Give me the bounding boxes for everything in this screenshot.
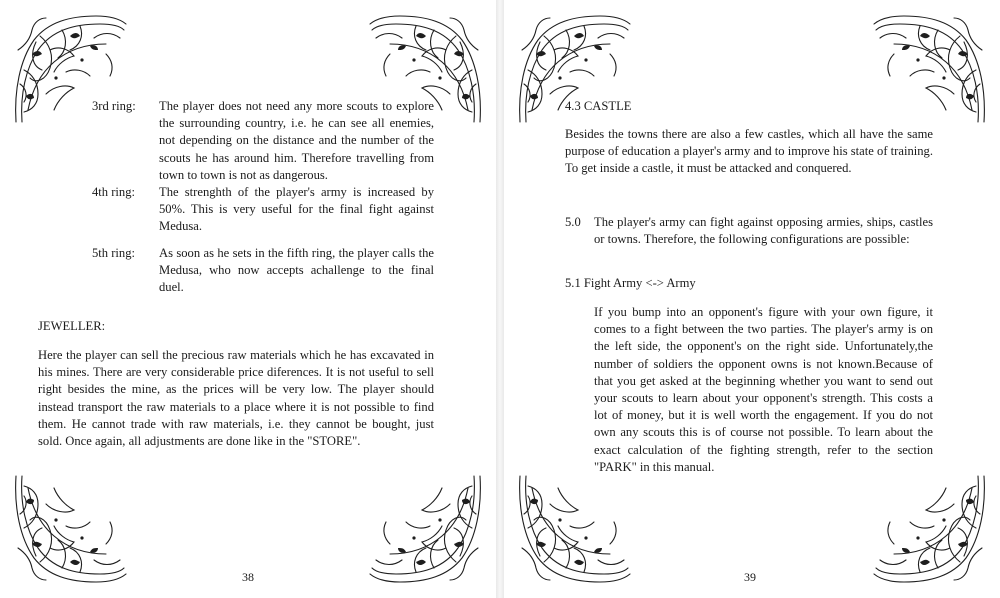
section-5-1-paragraph: If you bump into an opponent's figure with your own figure, it comes to a fight between the two parties. The player's army is on the left side, the opponent's on the right side. Unfortunately,the number of soldiers the opponent owns is not known.Because of that you get asked at the beginning whether you want to send out your scouts to learn about your opponent's strength. This costs a lot of money, but it is well worth the engagement. If you do not own any scouts this is of course not possible. To learn about the exact calculation of the fighting strength, refer to the section "PARK" in this manual. [594,305,933,474]
page-number: 39 [744,570,756,584]
section-5-1-heading: 5.1 Fight Army <-> Army [565,276,696,290]
ornamental-corner-icon [514,470,632,588]
castle-heading: 4.3 CASTLE [565,99,632,113]
ring-label: 5th ring: [92,246,136,260]
castle-paragraph: Besides the towns there are also a few castles, which all have the same purpose of education a player's army and to improve his state of training. To get inside a castle, it must be attacked and conquered. [565,127,933,176]
page-number: 38 [242,570,254,584]
section-5-0-number: 5.0 [565,215,581,229]
ring-description: As soon as he sets in the fifth ring, the player calls the Medusa, who now accepts achallenge to the final duel. [159,246,434,295]
ring-description: The player does not need any more scouts to explore the surrounding country, i.e. he can see all enemies, not depending on the distance and the number of the scouts he has around him. Therefore travelling from town to town is not as dangerous. [159,99,434,182]
jeweller-heading: JEWELLER: [38,319,106,333]
ring-description: The strenghth of the player's army is increased by 50%. This is very useful for the final fight against Medusa. [159,185,434,234]
ring-label: 3rd ring: [92,99,136,113]
ornamental-corner-icon [368,470,486,588]
jeweller-paragraph: Here the player can sell the precious raw materials which he has excavated in his mines. There are very considerable price diferences. It is not useful to sell right besides the mine, as the prices will be very low. The player should instead transport the raw materials to a place where it is not possible to find them. He cannot trade with raw materials, i.e. they cannot be bought, just sold. Once again, all adjustments are done like in the "STORE". [38,348,434,449]
left-page [0,0,496,598]
section-5-0-paragraph: The player's army can fight against opposing armies, ships, castles or towns. Therefore, the following configurations are possible: [594,215,933,247]
ornamental-corner-icon [872,470,990,588]
book-gutter [496,0,504,598]
right-page [504,0,1000,598]
ring-label: 4th ring: [92,185,136,199]
ornamental-corner-icon [10,470,128,588]
ornamental-corner-icon [872,10,990,128]
